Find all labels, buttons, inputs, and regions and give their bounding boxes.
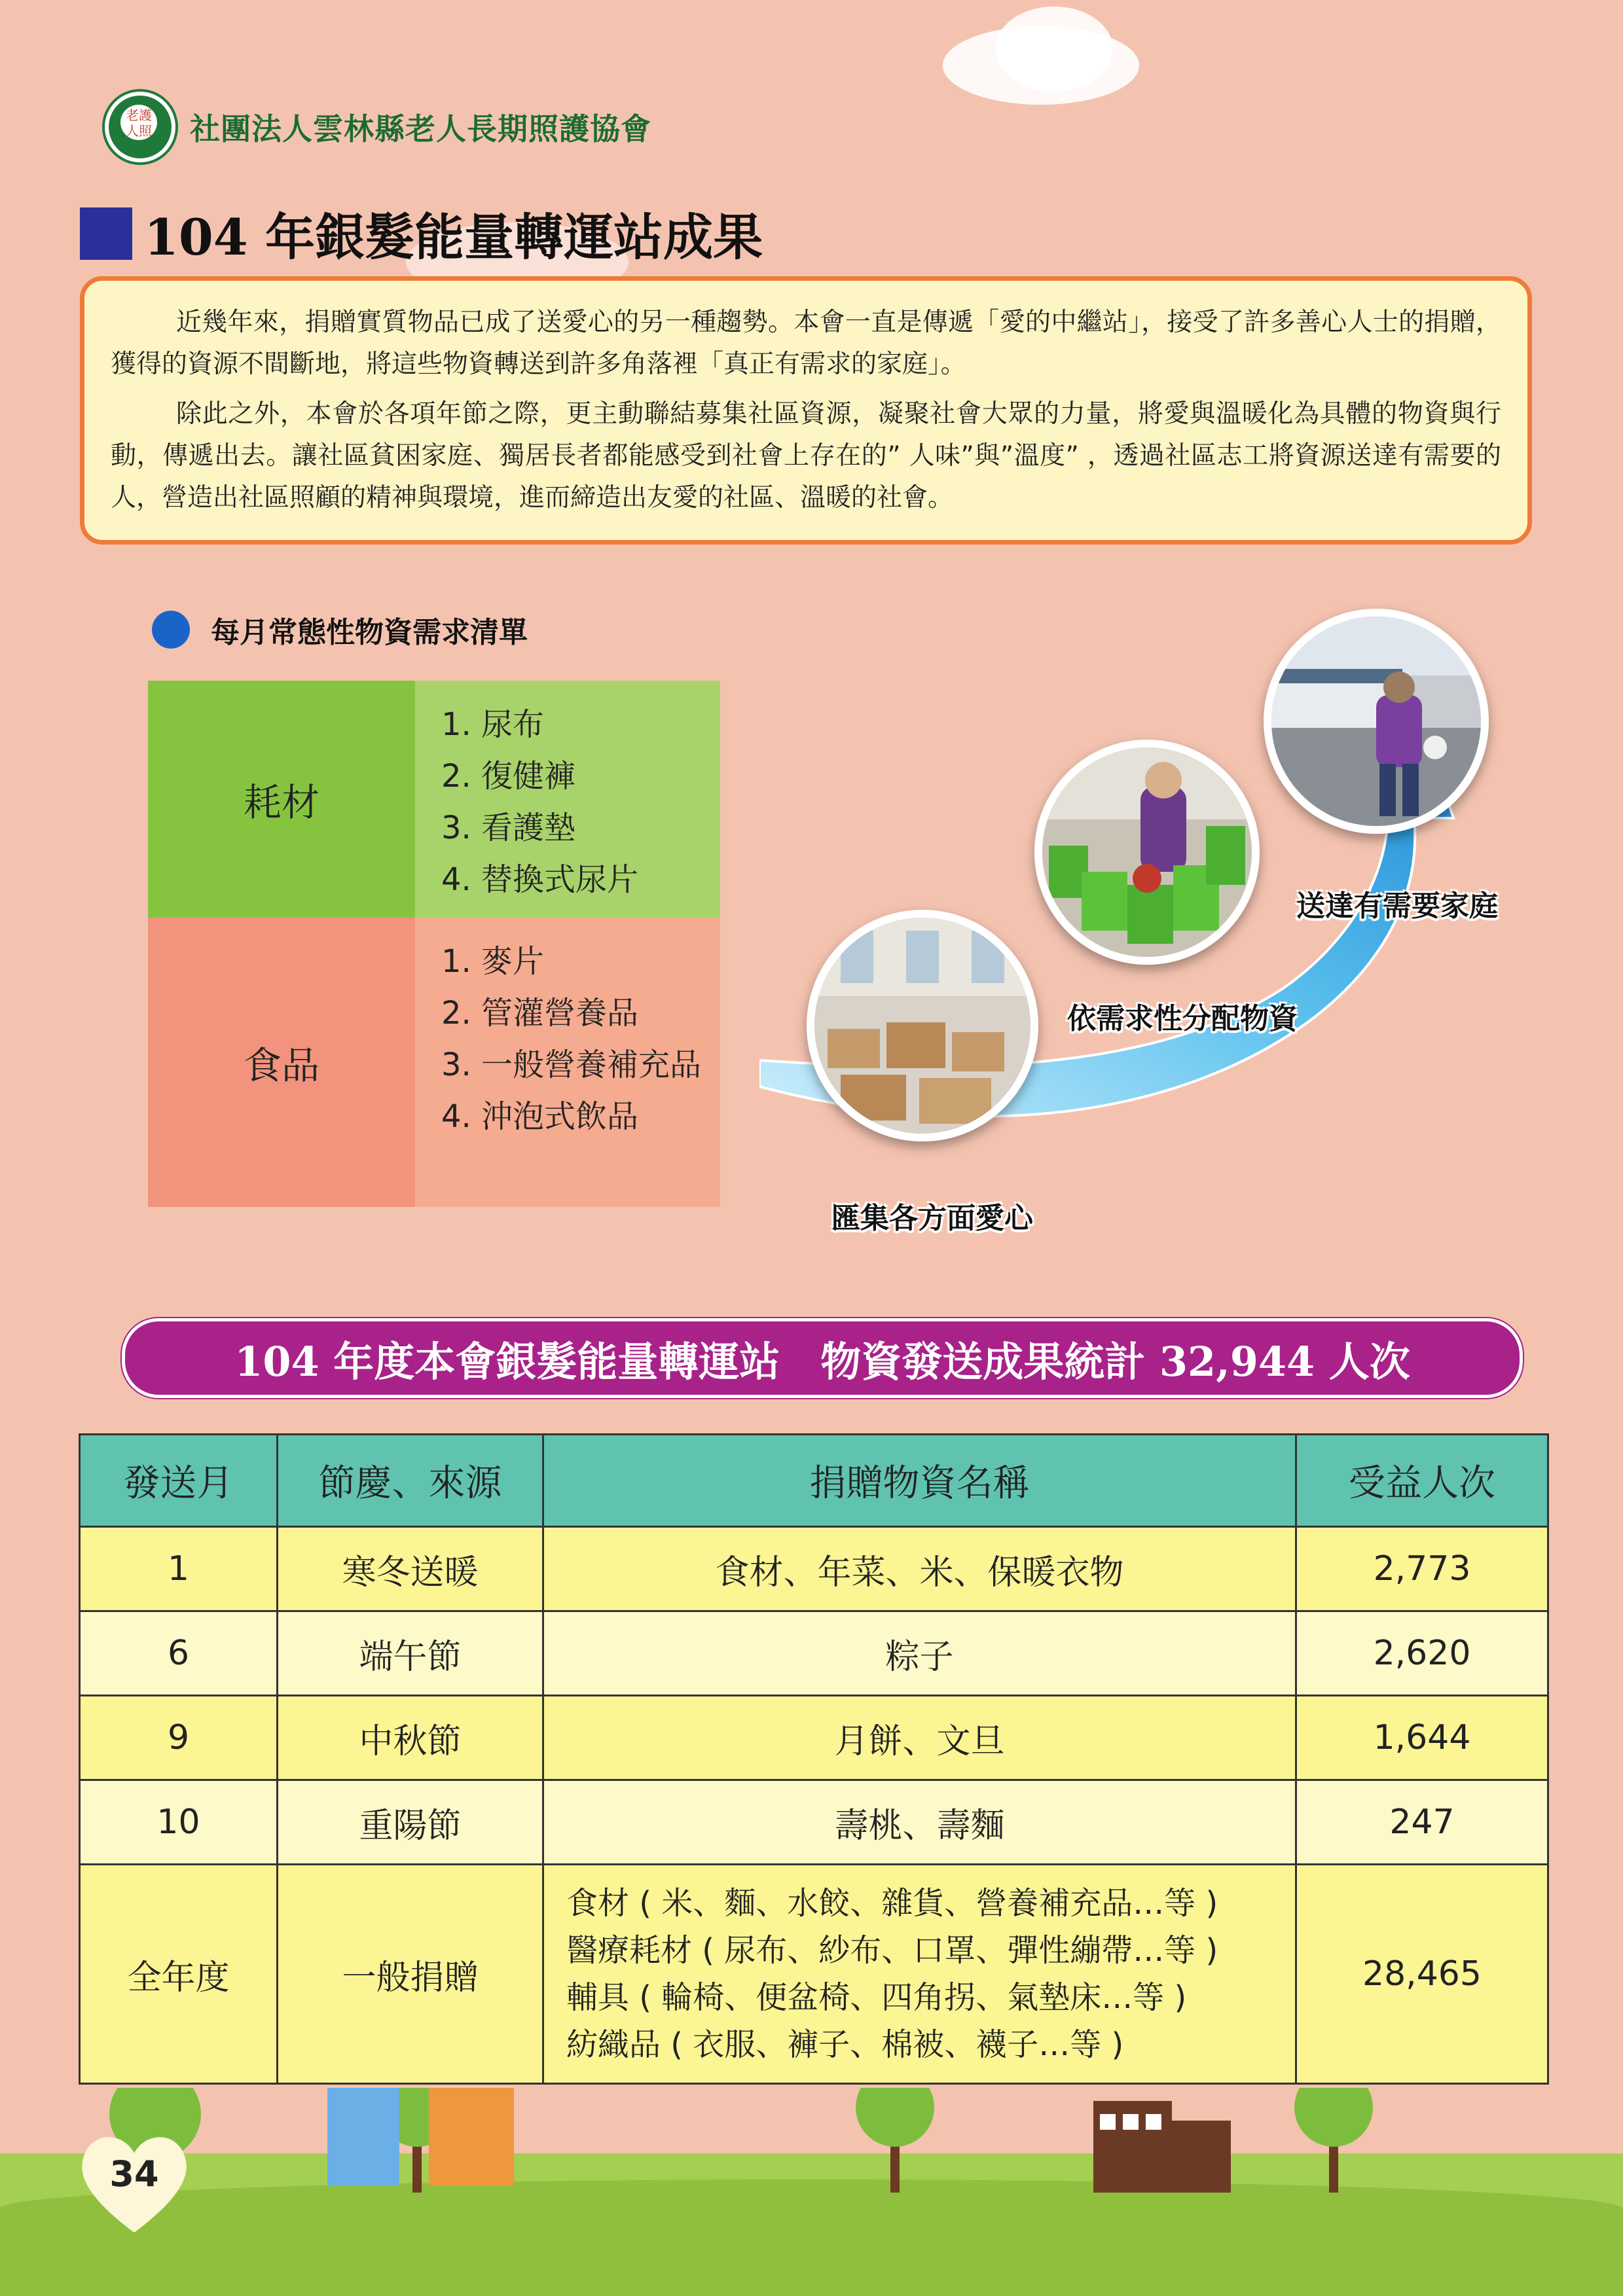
scenery-decoration — [0, 2088, 1623, 2238]
cell-month: 1 — [80, 1527, 278, 1611]
logo-text: 老護人照 — [120, 105, 157, 140]
cell-count: 2,620 — [1296, 1611, 1548, 1696]
cell-source: 重陽節 — [278, 1780, 543, 1865]
stats-banner — [122, 1318, 1523, 1398]
needs-subheading — [152, 609, 528, 651]
cell-count: 28,465 — [1296, 1865, 1548, 2084]
cell-source: 中秋節 — [278, 1696, 543, 1780]
table-row — [80, 1527, 1548, 1611]
needs-item: 2. 復健褲 — [441, 758, 576, 795]
cell-items-annual — [543, 1865, 1296, 2084]
needs-item: 2. 管灌營養品 — [441, 995, 639, 1031]
table-row — [80, 1780, 1548, 1865]
cell-count: 247 — [1296, 1780, 1548, 1865]
cell-month: 全年度 — [80, 1865, 278, 2084]
column-header: 發送月 — [80, 1435, 278, 1527]
step-label-distribute: 依需求性分配物資 — [1067, 1002, 1298, 1035]
bullet-dot-icon — [152, 611, 190, 649]
cell-items: 月餅、文旦 — [543, 1696, 1296, 1780]
org-name: 社團法人雲林縣老人長期照護協會 — [190, 111, 651, 147]
cell-month: 10 — [80, 1780, 278, 1865]
page-title: 104 年銀髮能量轉運站成果 — [144, 208, 763, 266]
cell-source: 端午節 — [278, 1611, 543, 1696]
table-row-annual — [80, 1865, 1548, 2084]
needs-item: 3. 一般營養補充品 — [441, 1047, 702, 1083]
process-diagram — [759, 602, 1545, 1244]
org-logo-icon — [105, 92, 175, 162]
cell-items: 粽子 — [543, 1611, 1296, 1696]
annual-item-line: 紡織品 ( 衣服、褲子、棉被、襪子…等 ) — [566, 2026, 1124, 2063]
column-header: 捐贈物資名稱 — [543, 1435, 1296, 1527]
distribution-table — [79, 1433, 1549, 2085]
intro-box — [80, 276, 1532, 545]
step-label-deliver: 送達有需要家庭 — [1296, 889, 1498, 923]
section-heading — [80, 198, 763, 269]
needs-item: 1. 尿布 — [441, 706, 545, 743]
cell-count: 1,644 — [1296, 1696, 1548, 1780]
intro-paragraph-1: 近幾年來，捐贈實質物品已成了送愛心的另一種趨勢。本會一直是傳遞「愛的中繼站」，接受了許多善心人士的捐贈，獲得的資源不間斷地，將這些物資轉送到許多角落裡「真正有需求的家庭」。 — [111, 308, 1501, 379]
annual-item-line: 食材 ( 米、麵、水餃、雜貨、營養補充品…等 ) — [566, 1885, 1218, 1922]
needs-category: 食品 — [148, 918, 415, 1207]
needs-subtitle: 每月常態性物資需求清單 — [211, 616, 528, 649]
cell-items: 壽桃、壽麵 — [543, 1780, 1296, 1865]
needs-item: 4. 替換式尿片 — [441, 861, 639, 898]
page-number: 34 — [109, 2153, 159, 2195]
needs-items — [415, 681, 720, 918]
stats-banner-text: 104 年度本會銀髮能量轉運站 物資發送成果統計 32,944 人次 — [234, 1337, 1410, 1386]
cell-source: 一般捐贈 — [278, 1865, 543, 2084]
table-header-row — [80, 1435, 1548, 1527]
cell-items: 食材、年菜、米、保暖衣物 — [543, 1527, 1296, 1611]
column-header: 受益人次 — [1296, 1435, 1548, 1527]
needs-table — [148, 681, 720, 1207]
intro-paragraph-2: 除此之外，本會於各項年節之際，更主動聯結募集社區資源，凝聚社會大眾的力量，將愛與溫暖化為具體的物資與行動，傳遞出去。讓社區貧困家庭、獨居長者都能感受到社會上存在的” 人味”與”溫度” ，透過社區志工將資源送達有需要的人，營造出社區照顧的精神與環境，進而締造出友愛的社區、溫暖的社會。 — [111, 399, 1501, 512]
org-header — [105, 92, 651, 162]
cloud-decoration — [995, 7, 1113, 92]
cell-month: 9 — [80, 1696, 278, 1780]
photo-deliver-to-families — [1264, 609, 1489, 834]
column-header: 節慶、來源 — [278, 1435, 543, 1527]
cell-count: 2,773 — [1296, 1527, 1548, 1611]
title-square-icon — [80, 207, 132, 260]
table-row — [80, 1611, 1548, 1696]
needs-item: 4. 沖泡式飲品 — [441, 1098, 639, 1135]
photo-distribute-supplies — [1034, 740, 1260, 965]
needs-items — [415, 918, 720, 1207]
needs-item: 3. 看護墊 — [441, 810, 576, 846]
cell-month: 6 — [80, 1611, 278, 1696]
needs-row-supplies — [148, 681, 720, 918]
annual-item-line: 輔具 ( 輪椅、便盆椅、四角拐、氣墊床…等 ) — [566, 1979, 1187, 2016]
cell-source: 寒冬送暖 — [278, 1527, 543, 1611]
photo-collect-donations — [807, 910, 1038, 1141]
needs-row-food — [148, 918, 720, 1207]
table-row — [80, 1696, 1548, 1780]
annual-item-line: 醫療耗材 ( 尿布、紗布、口罩、彈性繃帶…等 ) — [566, 1932, 1218, 1969]
needs-item: 1. 麥片 — [441, 943, 545, 980]
step-label-collect: 匯集各方面愛心 — [831, 1202, 1033, 1235]
needs-category: 耗材 — [148, 681, 415, 918]
